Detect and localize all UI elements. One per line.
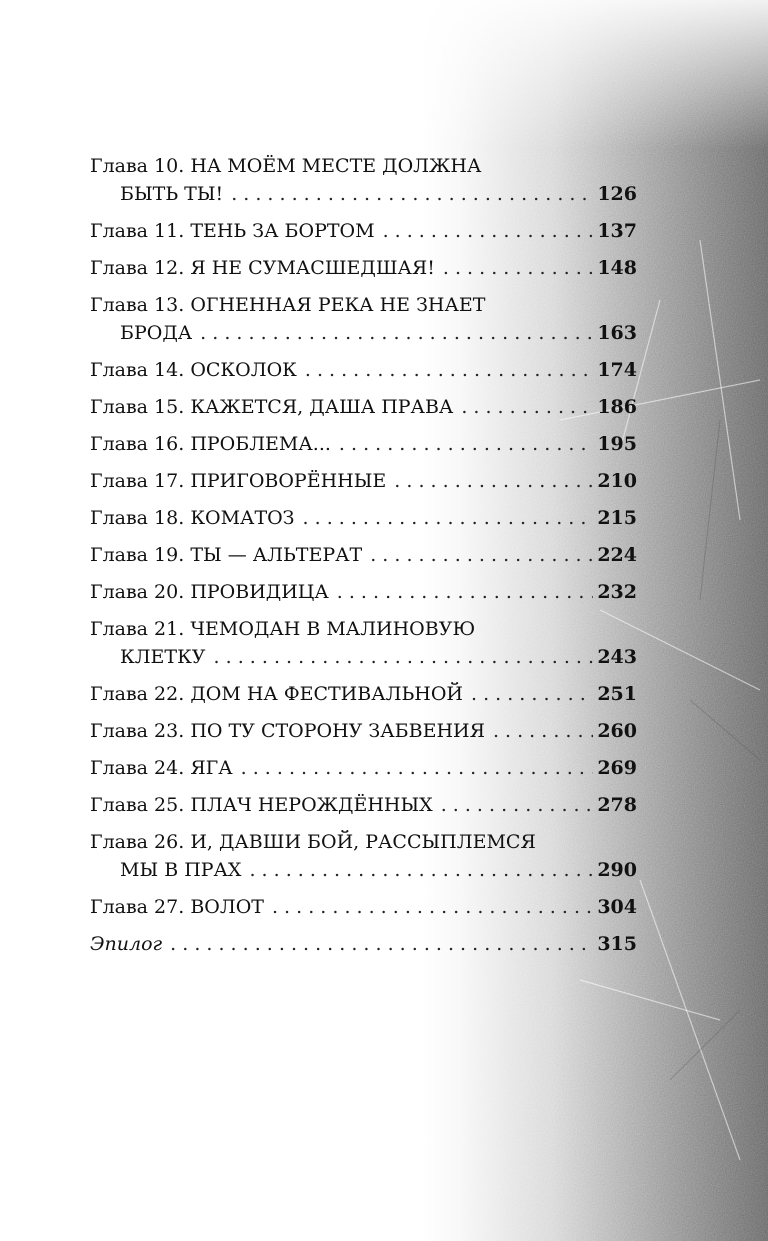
toc-entry [90, 541, 637, 569]
chapter-label: Глава 22. [90, 683, 185, 705]
page-number: 195 [597, 433, 637, 455]
toc-entry [90, 754, 637, 782]
toc-row [90, 893, 637, 921]
page-number: 315 [597, 933, 637, 955]
dot-leader [471, 680, 593, 708]
dot-leader [383, 217, 594, 245]
chapter-title: Я НЕ СУМАСШЕДШАЯ! [190, 257, 435, 279]
toc-entry [90, 467, 637, 495]
toc-row [90, 541, 637, 569]
toc-row [90, 578, 637, 606]
chapter-label: Глава 23. [90, 720, 185, 742]
toc-row [90, 217, 637, 245]
chapter-label-title [90, 578, 329, 606]
chapter-title: ТЫ — АЛЬТЕРАТ [190, 544, 363, 566]
toc-row [90, 717, 637, 745]
chapter-title: КОМАТОЗ [190, 507, 295, 529]
chapter-title: ПРИГОВОРЁННЫЕ [190, 470, 387, 492]
chapter-title-continued: МЫ В ПРАХ [120, 859, 242, 881]
chapter-label: Глава 19. [90, 544, 185, 566]
toc-row [90, 754, 637, 782]
chapter-label-title [90, 393, 453, 421]
toc-entry [90, 893, 637, 921]
chapter-title-continued: БЫТЬ ТЫ! [120, 183, 224, 205]
chapter-label: Глава 16. [90, 433, 185, 455]
toc-entry-first-line [90, 828, 637, 856]
toc-row [90, 930, 637, 958]
chapter-label-title [90, 430, 331, 458]
toc-entry-epilogue [90, 930, 637, 958]
page-number: 148 [597, 257, 637, 279]
dot-leader [214, 643, 594, 671]
toc-entry [90, 254, 637, 282]
toc-entry [90, 217, 637, 245]
page-number: 163 [597, 322, 637, 344]
toc-row [90, 856, 637, 884]
page-number: 269 [597, 757, 637, 779]
chapter-label-title [90, 680, 463, 708]
page-number: 251 [597, 683, 637, 705]
page-number: 290 [597, 859, 637, 881]
page-number: 232 [597, 581, 637, 603]
chapter-label-title [90, 791, 433, 819]
toc-entry [90, 291, 637, 347]
toc-entry-first-line [90, 291, 637, 319]
chapter-title: ОСКОЛОК [190, 359, 297, 381]
page-number: 224 [597, 544, 637, 566]
toc-row [90, 643, 637, 671]
dot-leader [370, 541, 593, 569]
toc-row [90, 430, 637, 458]
toc-entry-first-line [90, 152, 637, 180]
chapter-title: ПРОВИДИЦА [190, 581, 329, 603]
toc-row [90, 467, 637, 495]
page-number: 304 [597, 896, 637, 918]
toc-entry [90, 393, 637, 421]
toc-row [90, 180, 637, 208]
chapter-label-title [90, 717, 485, 745]
chapter-title: ПО ТУ СТОРОНУ ЗАБВЕНИЯ [190, 720, 485, 742]
toc-entry [90, 791, 637, 819]
chapter-label: Глава 18. [90, 507, 185, 529]
epilogue-title: Эпилог [90, 933, 163, 955]
dot-leader [394, 467, 593, 495]
table-of-contents [90, 152, 637, 967]
chapter-title: НА МОЁМ МЕСТЕ ДОЛЖНА [190, 155, 482, 177]
chapter-title: ЯГА [190, 757, 233, 779]
chapter-label: Глава 12. [90, 257, 185, 279]
chapter-title: ТЕНЬ ЗА БОРТОМ [190, 220, 375, 242]
dot-leader [493, 717, 593, 745]
dot-leader [303, 504, 594, 532]
chapter-label-title [90, 217, 375, 245]
chapter-label: Глава 26. [90, 831, 185, 853]
chapter-label-title [90, 893, 264, 921]
chapter-label: Глава 17. [90, 470, 185, 492]
chapter-label-title [90, 467, 386, 495]
toc-row [90, 504, 637, 532]
dot-leader [441, 791, 594, 819]
toc-entry [90, 717, 637, 745]
chapter-label-title [90, 754, 233, 782]
chapter-label: Глава 25. [90, 794, 185, 816]
chapter-title: ЧЕМОДАН В МАЛИНОВУЮ [190, 618, 476, 640]
toc-entry [90, 615, 637, 671]
chapter-label-title [90, 254, 435, 282]
dot-leader [339, 430, 593, 458]
page-number: 210 [597, 470, 637, 492]
toc-entry [90, 430, 637, 458]
toc-entry [90, 680, 637, 708]
toc-row [90, 319, 637, 347]
chapter-label: Глава 15. [90, 396, 185, 418]
chapter-label: Глава 14. [90, 359, 185, 381]
page-number: 137 [597, 220, 637, 242]
dot-leader [337, 578, 594, 606]
page-number: 215 [597, 507, 637, 529]
chapter-title: КАЖЕТСЯ, ДАША ПРАВА [190, 396, 454, 418]
dot-leader [443, 254, 593, 282]
chapter-label: Глава 21. [90, 618, 185, 640]
toc-entry [90, 356, 637, 384]
chapter-title: И, ДАВШИ БОЙ, РАССЫПЛЕМСЯ [190, 831, 536, 853]
page-number: 260 [597, 720, 637, 742]
dot-leader [170, 930, 593, 958]
page-number: 126 [597, 183, 637, 205]
dot-leader [461, 393, 593, 421]
chapter-title-continued: БРОДА [120, 322, 193, 344]
chapter-title-continued: КЛЕТКУ [120, 646, 206, 668]
chapter-label: Глава 11. [90, 220, 185, 242]
chapter-title: ВОЛОТ [190, 896, 264, 918]
chapter-label: Глава 13. [90, 294, 185, 316]
toc-row [90, 254, 637, 282]
chapter-label-title [90, 504, 295, 532]
chapter-title: ОГНЕННАЯ РЕКА НЕ ЗНАЕТ [190, 294, 486, 316]
toc-entry [90, 828, 637, 884]
chapter-label: Глава 27. [90, 896, 185, 918]
chapter-label-title [90, 541, 362, 569]
toc-entry [90, 578, 637, 606]
toc-row [90, 393, 637, 421]
toc-entry [90, 152, 637, 208]
chapter-label: Глава 24. [90, 757, 185, 779]
toc-entry-first-line [90, 615, 637, 643]
dot-leader [231, 180, 593, 208]
page-number: 174 [597, 359, 637, 381]
chapter-title: ПРОБЛЕМА... [190, 433, 331, 455]
page-number: 186 [597, 396, 637, 418]
chapter-label-title [90, 356, 297, 384]
toc-entry [90, 504, 637, 532]
dot-leader [272, 893, 593, 921]
chapter-title: ПЛАЧ НЕРОЖДЁННЫХ [190, 794, 433, 816]
dot-leader [200, 319, 593, 347]
dot-leader [241, 754, 594, 782]
toc-row [90, 680, 637, 708]
chapter-label: Глава 20. [90, 581, 185, 603]
toc-row [90, 791, 637, 819]
dot-leader [249, 856, 593, 884]
toc-row [90, 356, 637, 384]
chapter-title: ДОМ НА ФЕСТИВАЛЬНОЙ [190, 683, 463, 705]
chapter-label: Глава 10. [90, 155, 185, 177]
dot-leader [305, 356, 593, 384]
page-number: 278 [597, 794, 637, 816]
page-number: 243 [597, 646, 637, 668]
